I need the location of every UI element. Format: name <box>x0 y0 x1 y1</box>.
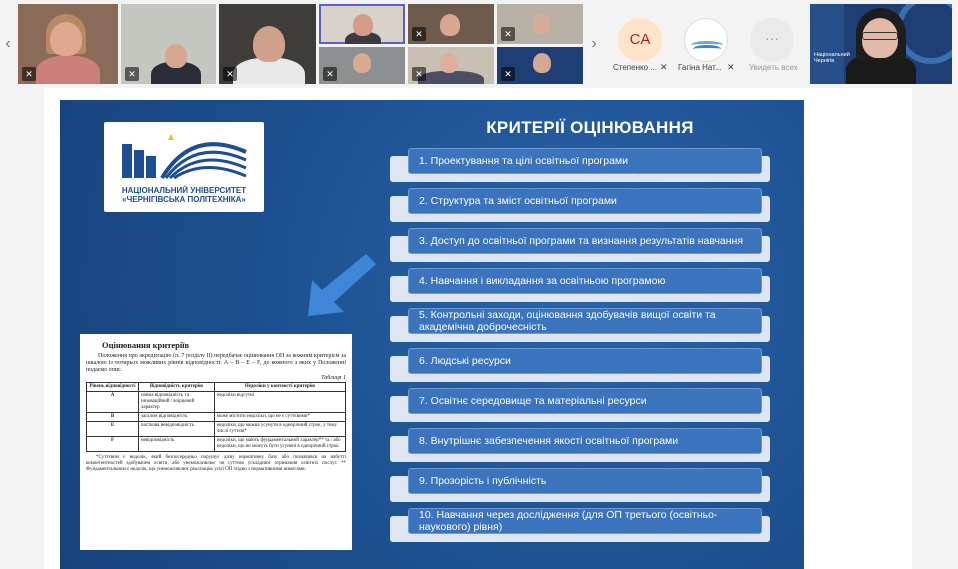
participant-video-tile[interactable] <box>408 47 494 84</box>
criterion-item: 2. Структура та зміст освітньої програми <box>390 188 770 222</box>
participant-video-tile[interactable] <box>497 4 583 44</box>
criterion-item: 9. Прозорість і публічність <box>390 468 770 502</box>
participant-video-tile[interactable] <box>497 47 583 84</box>
slide-title: КРИТЕРІЇ ОЦІНЮВАННЯ <box>486 118 694 137</box>
table-row: А повна відповідність та інноваційний / взірцевий характер недоліки відсутні <box>87 392 346 413</box>
assessment-table <box>86 382 346 452</box>
participant-avatar[interactable]: CA <box>618 18 662 62</box>
mic-muted-icon: ✕ <box>223 67 237 81</box>
criterion-item: 3. Доступ до освітньої програми та визнання результатів навчання <box>390 228 770 262</box>
document-title: Оцінювання критеріїв <box>102 340 190 350</box>
chevron-left-icon[interactable]: ‹ <box>5 35 11 52</box>
mic-muted-icon: ✕ <box>323 67 337 81</box>
participant-video-tile-active[interactable] <box>319 4 405 44</box>
participant-video-tile[interactable] <box>121 4 216 84</box>
presentation-slide <box>60 100 804 569</box>
side-panel <box>912 88 958 569</box>
participant-name: Гагіна Нат... <box>678 63 722 72</box>
table-header: Недоліки у контексті критерію <box>214 383 345 392</box>
criterion-item: 8. Внутрішнє забезпечення якості освітньої програми <box>390 428 770 462</box>
participant-video-tile[interactable] <box>408 4 494 44</box>
criteria-assessment-document <box>80 334 352 550</box>
arrow-down-left-icon <box>300 250 380 320</box>
table-row: Е часткова невідповідність недоліки, що можна усунути в однорічний строк, у тому числі суттєві* <box>87 422 346 437</box>
see-all-button[interactable]: ··· <box>750 18 794 62</box>
participant-video-tile[interactable] <box>18 4 118 84</box>
mic-muted-icon: ✕ <box>501 67 515 81</box>
table-header: Відповідність критерію <box>139 383 215 392</box>
document-footnotes: *Суттєвим є недолік, який безпосередньо порушує дієву нормативну базу або позначився на набутті компетентностей здобувачем освіти, або унеможливлює чи суттєво ускладнює отримання освітніх послуг. ** Фундаментальним є недолік, що унеможливлює реалізацію усієї ОП згідно з нормативними вимогами. <box>86 455 346 472</box>
mic-muted-icon: ✕ <box>125 67 139 81</box>
participant-video-tile[interactable] <box>319 47 405 84</box>
mic-muted-icon: ✕ <box>412 67 426 81</box>
criterion-item: 10. Навчання через дослідження (для ОП третього (освітньо-наукового) рівня) <box>390 508 770 542</box>
university-name: НАЦІОНАЛЬНИЙ УНІВЕРСИТЕТ «ЧЕРНІГІВСЬКА ПОЛІТЕХНІКА» <box>121 186 247 204</box>
speaker-badge-text: Національний Чернігів <box>814 52 850 64</box>
table-row: В загалом відповідність може містити недоліки, що не є суттєвими* <box>87 413 346 422</box>
document-intro: Положення про акредитацію (п. 7 розділу II) передбачає оцінювання ОП за кожним критерієм за шкалою із чотирьох можливих рівнів відповідності: А – В – Е – F, до кожного з яких у Положенні подаємо опис. <box>86 353 346 373</box>
speaker-video-tile[interactable] <box>810 4 952 84</box>
criterion-item: 4. Навчання і викладання за освітньою програмою <box>390 268 770 302</box>
table-header: Рівень відповідності <box>87 383 139 392</box>
chevron-right-icon[interactable]: › <box>591 35 597 52</box>
mic-muted-icon: ✕ <box>501 27 515 41</box>
mic-muted-icon: ✕ <box>660 62 668 72</box>
see-all-label: Увидеть всех <box>749 63 798 72</box>
mic-muted-icon: ✕ <box>727 62 735 72</box>
participant-avatar[interactable] <box>684 18 728 62</box>
table-label: Таблиця 1 <box>321 375 346 381</box>
university-logo <box>104 122 264 212</box>
university-emblem-icon <box>104 122 264 184</box>
criterion-item: 1. Проектування та цілі освітньої програми <box>390 148 770 182</box>
criterion-item: 5. Контрольні заходи, оцінювання здобувачів вищої освіти та академічна доброчесність <box>390 308 770 342</box>
participant-strip <box>0 0 958 88</box>
table-row: F невідповідність недоліки, що мають фундаментальний характер** та / або недоліки, що не можуть бути усунені в однорічний строк <box>87 437 346 452</box>
criterion-item: 6. Людські ресурси <box>390 348 770 382</box>
mic-muted-icon: ✕ <box>412 27 426 41</box>
participant-video-tile[interactable] <box>219 4 316 84</box>
mic-muted-icon: ✕ <box>22 67 36 81</box>
participant-name: Степенко ... <box>613 63 657 72</box>
criterion-item: 7. Освітнє середовище та матеріальні ресурси <box>390 388 770 422</box>
